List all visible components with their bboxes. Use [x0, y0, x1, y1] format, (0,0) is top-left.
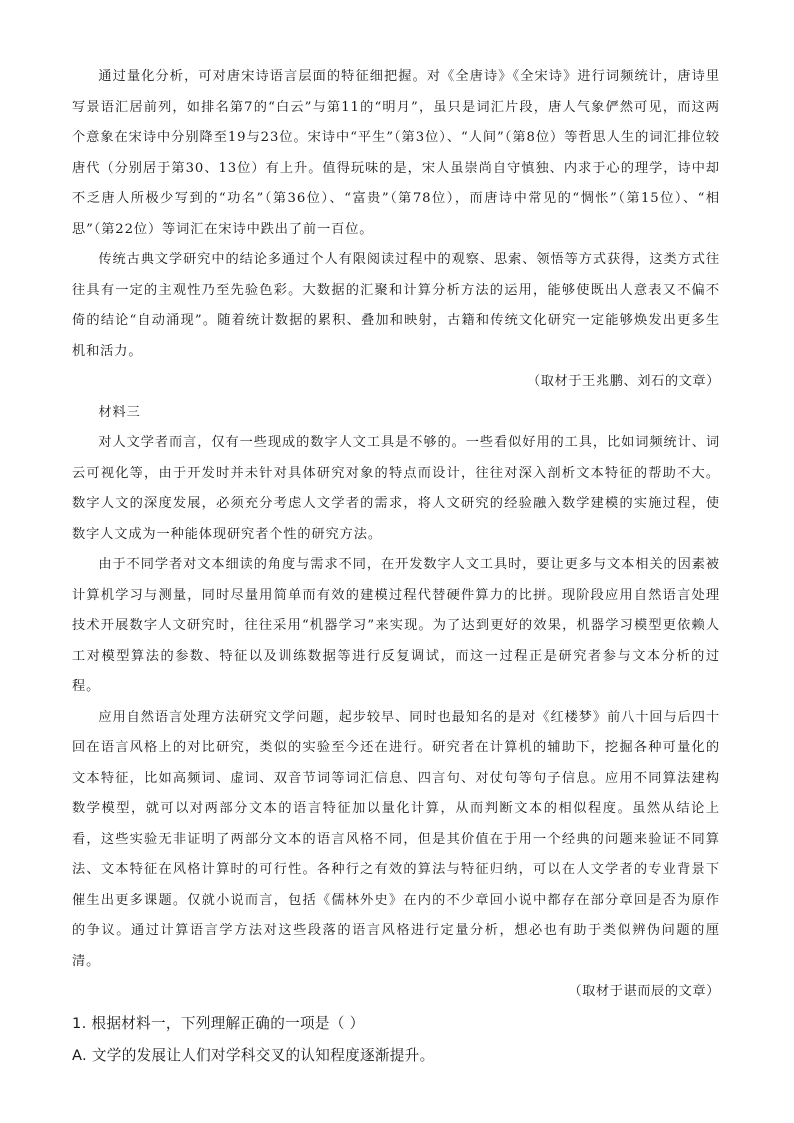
- question-option-a[interactable]: A. 文学的发展让人们对学科交叉的认知程度逐渐提升。: [72, 1046, 435, 1064]
- paragraph-machine-learning: 由于不同学者对文本细读的角度与需求不同，在开发数字人文工具时，要让更多与文本相关的因素被计算机学习与测量，同时尽量用简单而有效的建模过程代替硬件算力的比拼。现阶段应用自然语言处理技术开展数字人文研究时，往往采用“机器学习”来实现。为了达到更好的效果，机器学习模型更依赖人工对模型算法的参数、特征以及训练数据等进行反复调试，而这一过程正是研究者参与文本分析的过程。: [72, 557, 720, 694]
- paragraph-traditional-research: 传统古典文学研究中的结论多通过个人有限阅读过程中的观察、思索、领悟等方式获得，这类方式往往具有一定的主观性乃至先验色彩。大数据的汇聚和计算分析方法的运用，能够使既出人意表又不偏不倚的结论“自动涌现”。随着统计数据的累积、叠加和映射，古籍和传统文化研究一定能够焕发出更多生机和活力。: [72, 252, 720, 359]
- paragraph-quantitative-analysis: 通过量化分析，可对唐宋诗语言层面的特征细把握。对《全唐诗》《全宋诗》进行词频统计，唐诗里写景语汇居前列，如排名第7的“白云”与第11的“明月”，虽只是词汇片段，唐人气象俨然可见，而这两个意象在宋诗中分别降至19与23位。宋诗中“平生”（第3位）、“人间”（第8位）等哲思人生的词汇排位较唐代（分别居于第30、13位）有上升。值得玩味的是，宋人虽崇尚自守慎独、内求于心的理学，诗中却不乏唐人所极少写到的“功名”（第36位）、“富贵”（第78位），而唐诗中常见的“惆怅”（第15位）、“相思”（第22位）等词汇在宋诗中跌出了前一百位。: [72, 69, 720, 237]
- paragraph-digital-tools: 对人文学者而言，仅有一些现成的数字人文工具是不够的。一些看似好用的工具，比如词频统计、词云可视化等，由于开发时并未针对具体研究对象的特点而设计，往往对深入剖析文本特征的帮助不大。数字人文的深度发展，必须充分考虑人文学者的需求，将人文研究的经验融入数学建模的实施过程，使数字人文成为一种能体现研究者个性的研究方法。: [72, 435, 720, 542]
- material-3-heading: 材料三: [98, 404, 141, 420]
- source-citation-material-3: （取材于谌而辰的文章）: [568, 984, 720, 999]
- source-citation-material-2: （取材于王兆鹏、刘石的文章）: [526, 374, 720, 389]
- paragraph-nlp-research: 应用自然语言处理方法研究文学问题，起步较早、同时也最知名的是对《红楼梦》前八十回与后四十回在语言风格上的对比研究，类似的实验至今还在进行。研究者在计算机的辅助下，挖掘各种可量化的文本特征，比如高频词、虚词、双音节词等词汇信息、四言句、对仗句等句子信息。应用不同算法建构数学模型，就可以对两部分文本的语言特征加以量化计算，从而判断文本的相似程度。虽然从结论上看，这些实验无非证明了两部分文本的语言风格不同，但是其价值在于用一个经典的问题来验证不同算法、文本特征在风格计算时的可行性。各种行之有效的算法与特征归纳，可以在人文学者的专业背景下催生出更多课题。仅就小说而言，包括《儒林外史》在内的不少章回小说中都存在部分章回是否为原作的争议。通过计算语言学方法对这些段落的语言风格进行定量分析，想必也有助于类似辨伪问题的厘清。: [72, 709, 720, 969]
- document-body: [72, 62, 720, 1072]
- question-stem: 1. 根据材料一，下列理解正确的一项是（ ）: [72, 1014, 365, 1032]
